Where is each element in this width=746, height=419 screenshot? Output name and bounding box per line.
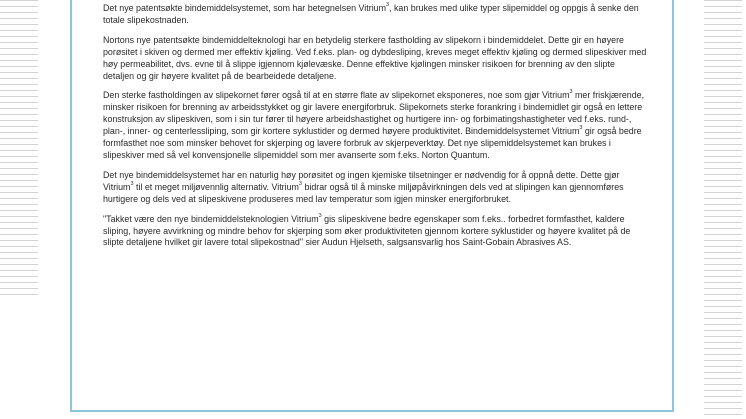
superscript: 3 xyxy=(130,180,134,187)
right-margin-ruling xyxy=(704,0,742,419)
text-segment: Det nye patentsøkte bindemiddelsystemet, som har betegnelsen Vitrium xyxy=(103,3,386,13)
superscript: 3 xyxy=(298,180,302,187)
superscript: 3 xyxy=(318,212,322,219)
superscript: 3 xyxy=(569,89,573,96)
paragraph-environment xyxy=(103,170,648,206)
text-segment: Det nye bindemiddelsystemet har en naturlig høy porøsitet og ingen kjemiske tilsetninger er nødvendig for å oppnå dette. Dette gjør Vitrium xyxy=(103,169,620,192)
paragraph-intro xyxy=(103,3,648,27)
text-segment: Den sterke fastholdingen av slipekornet fører også til at en større flate av slipekornet eksponeres, noe som gjør Vitrium xyxy=(103,90,570,101)
paragraph-technology xyxy=(103,35,648,83)
left-margin-ruling xyxy=(0,0,38,300)
text-segment: gis slipeskivene bedre egenskaper som f.eks.. forbedret formfasthet, kaldere sliping, høyere avvirkning og mindre behov for skjerping som øker produktiviteten gjennom kortere syklustider og høyere kvalitet på de slipte detaljene hvilket gir lavere total slipekostnad" sier Audun Hjelseth, salgsansvarlig hos Saint-Gobain Abrasives AS. xyxy=(103,213,631,248)
text-segment: mer friskjærende, minsker risikoen for brenning av arbeidsstykket og gir lavere energiforbruk. Slipekornets sterke forankring i bindemidlet gir også en lettere konstruksjon av slipeskiven, som i sin tur fører til høyere arbeidshastighet og hurtigere inn- og forbimatingshastigheter ved f.eks. rund-, plan-, inner- og centerlessliping, som gir kortere syklustider og dermed høyere produktivitet. Bindemiddelsystemet Vitrium xyxy=(103,90,645,137)
text-segment: , kan brukes med ulike typer slipemiddel og oppgis å senke den totale slipekostnaden. xyxy=(103,3,639,25)
text-segment: til et meget miljøvennlig alternativ. Vitrium xyxy=(133,181,299,192)
paragraph-quote xyxy=(103,214,648,250)
text-segment: "Takket være den nye bindemiddelsteknologien Vitrium xyxy=(103,213,319,224)
text-segment: bidrar også til å minske miljøpåvirkningen dels ved at slipingen kan gjennomføres hurtigere og dels ved at slipeskivene produseres med lav temperatur som igjen minsker energiforbruket. xyxy=(103,181,624,204)
text-segment: Nortons nye patentsøkte bindemiddelteknologi har en betydelig sterkere fastholding av slipekorn i bindemiddelet. Dette gir en høyere porøsitet i skiven og dermed mer effektiv kjøling. Ved f.eks. plan- og dybdesliping, kreves meget effektiv kjøling og dermed slipeskiver med høy permeabilitet, dvs. evne til å slippe igjennom kjølevæske. Denne effektive kjølingen minsker risikoen for brenning av den slipte detaljen og gir høyere kvalitet på de bearbeidede detaljene. xyxy=(103,34,647,81)
superscript: 3 xyxy=(579,125,583,132)
superscript: 3 xyxy=(386,2,390,9)
article-body xyxy=(103,0,648,257)
paragraph-fastholding xyxy=(103,90,648,161)
text-segment: gir også bedre formfasthet noe som minsker behovet for skjerping og lavere forbruk av skjerpeverktøy. Det nye slipemiddelsystemet kan brukes i slipeskiver med så vel konvensjonelle slipemiddel som mer avanserte som f.eks. Norton Quantum. xyxy=(103,126,642,160)
